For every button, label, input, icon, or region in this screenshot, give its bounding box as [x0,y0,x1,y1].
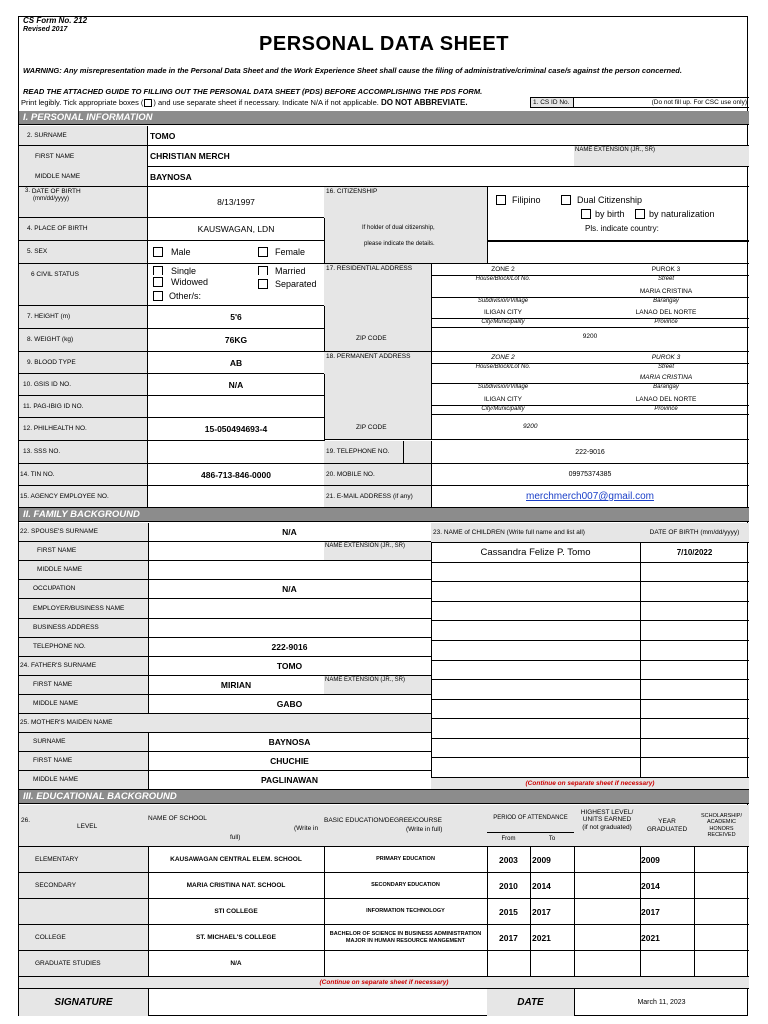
edu-level-cell: COLLEGE [19,925,149,951]
spouse-occupation-label-text: OCCUPATION [33,585,76,593]
citizenship-naturalization-option[interactable] [635,209,715,219]
form-revised: Revised 2017 [23,26,68,33]
edu-honors-cell[interactable] [694,951,749,977]
civil-single-label: Single [171,266,197,275]
child-dob-cell[interactable] [640,719,749,739]
civil-status-label: 6 CIVIL STATUS [19,264,149,306]
email-label: 21. E-MAIL ADDRESS (if any) [324,486,432,508]
mother-middle-name-value[interactable]: PAGLINAWAN [148,771,432,790]
citizenship-by-birth-option[interactable] [581,209,625,219]
child-name-cell[interactable]: Cassandra Felize P. Tomo [431,543,641,563]
child-name-cell[interactable] [431,758,641,778]
middle-name-label: MIDDLE NAME [19,167,149,187]
perm-province-value[interactable]: LANAO DEL NORTE [635,396,697,403]
edu-highest-cell[interactable] [574,873,641,899]
instructions [21,98,468,107]
edu-period-header: PERIOD OF ATTENDANCE [487,805,575,833]
spouse-middle-name-label [19,561,149,580]
pagibig-label: 11. PAG-IBIG ID NO. [19,396,149,418]
edu-course-label: BASIC EDUCATION/DEGREE/COURSE [324,817,442,824]
dob-format: (mm/dd/yyyy) [33,196,69,203]
section-personal-information: I. PERSONAL INFORMATION [19,111,749,125]
first-name-value[interactable]: CHRISTIAN MERCH [148,146,575,167]
sex-female-label: Female [275,247,306,257]
section-educational-background: III. EDUCATIONAL BACKGROUND [19,790,749,804]
res-house-value[interactable]: ZONE 2 [491,266,515,273]
father-first-name-label [19,676,149,695]
edu-to-cell[interactable]: 2009 [530,847,575,873]
father-surname-number: 24. [20,662,30,670]
spouse-occupation-label [19,580,149,599]
checkbox-icon[interactable] [258,279,268,289]
spouse-first-name-label-text: FIRST NAME [37,547,77,555]
father-middle-name-label [19,695,149,714]
spouse-employer-label-text: EMPLOYER/BUSINESS NAME [33,604,125,612]
res-barangay-caption: Barangay [653,298,679,304]
dob-label-text: DATE OF BIRTH [31,188,81,195]
spouse-employer-label [19,599,149,619]
middle-name-value[interactable]: BAYNOSA [148,167,749,187]
father-surname-value[interactable]: TOMO [148,657,432,676]
edu-from-cell[interactable]: 2017 [487,925,531,951]
edu-year-graduated-cell[interactable]: 2021 [640,925,695,951]
dob-value[interactable]: 8/13/1997 [148,187,325,218]
edu-from-cell[interactable]: 2010 [487,873,531,899]
divider [431,439,749,440]
mobile-label: 20. MOBILE NO. [324,464,432,486]
civil-status-options [148,264,325,306]
spouse-telephone-value[interactable]: 222-9016 [148,638,432,657]
permanent-address-label-text: 18. PERMANENT ADDRESS [326,353,411,360]
tin-value[interactable]: 486-713-846-0000 [148,464,325,486]
edu-from-cell[interactable]: 2015 [487,899,531,925]
res-house-caption: House/Block/Lot No. [475,276,531,282]
edu-year-graduated-cell[interactable] [640,951,695,977]
edu-highest-cell[interactable] [574,899,641,925]
height-value[interactable]: 5'6 [148,306,325,329]
edu-course-cell[interactable] [324,951,488,977]
agency-employee-label: 15. AGENCY EMPLOYEE NO. [19,486,149,508]
civil-married-option[interactable] [258,266,306,275]
citizenship-country-field[interactable] [487,241,749,264]
edu-honors-cell[interactable] [694,873,749,899]
res-city-caption: City/Municipality [481,319,525,325]
spouse-surname-label [19,523,149,542]
citizenship-label-cell [324,187,488,264]
telephone-value[interactable]: 222-9016 [431,441,749,464]
sss-value[interactable] [148,441,325,464]
edu-level-label: LEVEL [77,823,98,830]
instructions-part-2: ) and use separate sheet if necessary. Indicate N/A if not applicable. [153,98,379,107]
edu-to-cell[interactable]: 2017 [530,899,575,925]
res-zip-value[interactable]: 9200 [582,333,598,340]
checkbox-icon[interactable] [581,209,591,219]
pob-value[interactable]: KAUSWAGAN, LDN [148,218,325,241]
child-name-cell[interactable] [431,582,641,602]
residential-address-fields [431,264,749,352]
res-subdivision-caption: Subdivision/Village [477,298,529,304]
sex-options [148,241,325,264]
edu-course-cell[interactable]: BACHELOR OF SCIENCE IN BUSINESS ADMINISTRATION MAJOR IN HUMAN RESOURCE MANGEMENT [324,925,488,951]
civil-widowed-option[interactable] [153,277,208,287]
edu-continue-note [19,977,749,989]
warning-text: WARNING: Any misrepresentation made in the Personal Data Sheet and the Work Experience Sheet shall cause the filing of administrative/criminal case/s against the person concerned. [23,66,682,75]
citizenship-by-birth-label: by birth [595,209,625,219]
checkbox-icon[interactable] [258,247,268,257]
res-barangay-value[interactable]: MARIA CRISTINA [639,288,693,295]
checkbox-icon[interactable] [561,195,571,205]
edu-level-header [19,805,149,847]
pds-form [18,16,748,1016]
edu-course-cell[interactable]: PRIMARY EDUCATION [324,847,488,873]
citizenship-naturalization-label: by naturalization [649,209,715,219]
edu-school-write: (Write in [294,825,319,832]
spouse-surname-label-text: SPOUSE'S SURNAME [31,528,98,536]
mother-surname-value[interactable]: BAYNOSA [148,733,432,752]
spouse-business-address-value[interactable] [148,619,432,638]
philhealth-value[interactable]: 15-050494693-4 [148,418,325,441]
spouse-telephone-label [19,638,149,657]
edu-level-cell: SECONDARY [19,873,149,899]
guide-text: READ THE ATTACHED GUIDE TO FILLING OUT THE PERSONAL DATA SHEET (PDS) BEFORE ACCOMPLISHING THE PDS FORM. [23,87,483,96]
mobile-value[interactable]: 09975374385 [431,464,749,486]
spouse-surname-value[interactable]: N/A [148,523,432,542]
residential-address-label [324,264,432,352]
child-dob-cell[interactable] [640,563,749,582]
edu-school-cell[interactable]: N/A [148,951,325,977]
email-value[interactable] [431,486,749,508]
edu-to-header: To [530,833,575,847]
name-extension-field[interactable]: NAME EXTENSION (JR., SR) [574,146,749,167]
father-middle-name-label-text: MIDDLE NAME [33,700,79,708]
mother-maiden-name-number: 25. [20,719,30,727]
civil-widowed-label: Widowed [171,277,209,287]
father-first-name-label-text: FIRST NAME [33,681,73,689]
section-family-background: II. FAMILY BACKGROUND [19,508,749,522]
perm-house-value[interactable]: ZONE 2 [491,354,515,361]
checkbox-icon[interactable] [496,195,506,205]
edu-year-graduated-header: YEAR GRADUATED [640,805,695,847]
civil-others-option[interactable] [153,291,201,301]
child-name-cell[interactable] [431,661,641,680]
spouse-occupation-value[interactable]: N/A [148,580,432,599]
edu-course-cell[interactable]: SECONDARY EDUCATION [324,873,488,899]
surname-value[interactable]: TOMO [148,126,749,146]
edu-continue-note-text: (Continue on separate sheet if necessary) [319,979,449,986]
civil-single-option[interactable] [153,266,196,275]
citizenship-note-2: please indicate the details. [364,241,435,247]
edu-school-cell[interactable]: STI COLLEGE [148,899,325,925]
mother-maiden-name-label-text: MOTHER'S MAIDEN NAME [31,719,113,727]
father-surname-label [19,657,149,676]
first-name-label: FIRST NAME [35,152,75,160]
child-dob-cell[interactable] [640,661,749,680]
civil-others-label: Other/s: [169,291,202,301]
edu-highest-note: (if not graduated) [582,823,632,831]
edu-school-cell[interactable]: ST. MICHAEL'S COLLEGE [148,925,325,951]
child-dob-cell[interactable] [640,739,749,758]
mother-first-name-label-text: FIRST NAME [33,757,73,765]
pob-label: 4. PLACE OF BIRTH [19,218,149,241]
spouse-first-name-label [19,542,149,561]
sss-label: 13. SSS NO. [19,441,149,464]
child-name-cell[interactable] [431,602,641,621]
child-name-cell[interactable] [431,719,641,739]
cs-id-label: 1. CS ID No. [530,97,574,108]
edu-number: 26. [21,817,31,824]
signature-field[interactable] [148,989,488,1016]
spouse-business-address-label-text: BUSINESS ADDRESS [33,624,99,632]
divider [403,441,404,464]
citizenship-options [487,187,749,241]
perm-barangay-caption: Barangay [653,384,679,390]
perm-subdivision-caption: Subdivision/Village [477,384,529,390]
civil-married-label: Married [275,266,306,275]
gsis-label: 10. GSIS ID NO. [19,374,149,396]
signature-label: SIGNATURE [19,989,149,1016]
res-province-caption: Province [654,319,678,325]
child-name-cell[interactable] [431,680,641,700]
edu-level-cell: GRADUATE STUDIES [19,951,149,977]
edu-year-graduated-cell[interactable]: 2009 [640,847,695,873]
mother-maiden-name-label [19,714,149,733]
divider [431,327,749,328]
father-first-name-value[interactable]: MIRIAN [148,676,325,695]
dob-label [19,187,149,218]
res-province-value[interactable]: LANAO DEL NORTE [635,309,697,316]
citizenship-dual-option[interactable] [561,195,642,205]
mother-first-name-value[interactable]: CHUCHIE [148,752,432,771]
checkbox-icon[interactable] [635,209,645,219]
edu-level-cell [19,899,149,925]
civil-separated-option[interactable] [258,279,317,289]
child-dob-cell[interactable] [640,582,749,602]
spouse-surname-number: 22. [20,528,30,536]
child-name-cell[interactable] [431,700,641,719]
children-label: 23. NAME of CHILDREN (Write full name and list all) [431,523,641,543]
date-label: DATE [487,989,575,1016]
edu-honors-cell[interactable] [694,899,749,925]
spouse-middle-name-label-text: MIDDLE NAME [37,566,83,574]
pagibig-value[interactable] [148,396,325,418]
citizenship-filipino-label: Filipino [512,195,541,205]
citizenship-note-1: If holder of dual citizenship, [362,225,435,231]
residential-address-label-text: 17. RESIDENTIAL ADDRESS [326,265,413,272]
mother-first-name-label [19,752,149,771]
spouse-middle-name-value[interactable] [148,561,432,580]
height-label: 7. HEIGHT (m) [19,306,149,329]
civil-separated-label: Separated [275,279,317,289]
checkbox-icon[interactable] [153,266,163,275]
family-continue-note [431,778,749,790]
sex-male-label: Male [171,247,191,257]
residential-zip-label: ZIP CODE [356,335,387,342]
dob-number: 3. [25,188,31,194]
child-name-cell[interactable] [431,739,641,758]
edu-to-cell[interactable]: 2021 [530,925,575,951]
child-dob-cell[interactable] [640,700,749,719]
child-dob-cell[interactable] [640,602,749,621]
blood-type-value[interactable]: AB [148,352,325,374]
perm-province-caption: Province [654,406,678,412]
spouse-first-name-extension[interactable]: NAME EXTENSION (JR., SR) [324,542,432,561]
spouse-business-address-label [19,619,149,638]
mother-surname-label [19,733,149,752]
edu-honors-cell[interactable] [694,925,749,951]
sex-label: 5. SEX [19,241,149,264]
checkbox-icon[interactable] [153,247,163,257]
edu-school-label: NAME OF SCHOOL [148,815,207,822]
res-street-value[interactable]: PUROK 3 [651,266,681,273]
email-link[interactable]: merchmerch007@gmail.com [526,491,654,502]
edu-course-cell[interactable]: INFORMATION TECHNOLOGY [324,899,488,925]
tick-box-icon [144,99,152,107]
perm-street-value[interactable]: PUROK 3 [651,354,681,361]
checkbox-icon[interactable] [153,277,163,287]
edu-school-cell[interactable]: KAUSAWAGAN CENTRAL ELEM. SCHOOL [148,847,325,873]
mother-maiden-name-field [148,714,432,733]
spouse-employer-value[interactable] [148,599,432,619]
citizenship-dual-label: Dual Citizenship [577,195,643,205]
edu-from-cell[interactable] [487,951,531,977]
blood-type-label: 9. BLOOD TYPE [19,352,149,374]
edu-highest-header [574,805,641,847]
father-first-name-extension[interactable]: NAME EXTENSION (JR., SR) [324,676,432,695]
instructions-part-1: Print legibly. Tick appropriate boxes ( [21,98,144,107]
child-name-cell[interactable] [431,641,641,661]
edu-highest-cell[interactable] [574,951,641,977]
edu-to-cell[interactable]: 2014 [530,873,575,899]
form-number: CS Form No. 212 [23,16,88,25]
edu-highest-cell[interactable] [574,925,641,951]
cs-id-note: (Do not fill up. For CSC use only) [574,97,749,108]
citizenship-filipino-option[interactable] [496,195,541,205]
edu-school-full: full) [230,834,241,841]
edu-from-cell[interactable]: 2003 [487,847,531,873]
perm-zip-value[interactable]: 9200 [523,423,538,430]
edu-honors-header: SCHOLARSHIP/ ACADEMIC HONORS RECEIVED [694,805,749,847]
edu-school-header [148,805,325,847]
spouse-first-name-value[interactable] [148,542,325,561]
child-name-cell[interactable] [431,621,641,641]
mother-middle-name-label-text: MIDDLE NAME [33,776,79,784]
edu-highest-cell[interactable] [574,847,641,873]
edu-to-cell[interactable] [530,951,575,977]
telephone-label: 19. TELEPHONE NO. [324,441,432,464]
child-name-cell[interactable] [431,563,641,582]
edu-course-header [324,805,488,847]
permanent-zip-label: ZIP CODE [356,424,387,431]
edu-highest-label: HIGHEST LEVEL/ UNITS EARNED [580,809,634,824]
citizenship-country-label: Pls. indicate country: [585,224,659,233]
weight-label: 8. WEIGHT (kg) [19,329,149,352]
gsis-value[interactable]: N/A [148,374,325,396]
perm-house-caption: House/Block/Lot No. [475,364,531,370]
tin-label: 14. TIN NO. [19,464,149,486]
father-middle-name-value[interactable]: GABO [148,695,432,714]
edu-level-cell: ELEMENTARY [19,847,149,873]
res-street-caption: Street [657,276,674,282]
divider [431,414,749,415]
children-dob-label: DATE OF BIRTH (mm/dd/yyyy) [640,523,749,543]
date-value[interactable]: March 11, 2023 [637,999,686,1006]
sex-female-option[interactable] [258,247,305,257]
father-surname-label-text: FATHER'S SURNAME [31,662,97,670]
checkbox-icon[interactable] [258,266,268,275]
child-dob-cell[interactable] [640,641,749,661]
edu-school-cell[interactable]: MARIA CRISTINA NAT. SCHOOL [148,873,325,899]
instructions-part-3: DO NOT ABBREVIATE. [380,98,468,107]
edu-year-graduated-cell[interactable]: 2014 [640,873,695,899]
citizenship-label: 16. CITIZENSHIP [326,188,378,195]
page-title: PERSONAL DATA SHEET [259,33,509,55]
sex-male-option[interactable] [153,247,191,257]
child-dob-cell[interactable] [640,621,749,641]
mother-middle-name-label [19,771,149,790]
edu-from-header: From [487,833,531,847]
weight-value[interactable]: 76KG [148,329,325,352]
surname-label: 2. SURNAME [19,126,149,146]
res-city-value[interactable]: ILIGAN CITY [484,309,522,316]
mother-surname-label-text: SURNAME [33,738,66,746]
spouse-telephone-label-text: TELEPHONE NO. [33,643,86,651]
permanent-address-fields [431,352,749,440]
child-dob-cell[interactable] [640,758,749,778]
child-dob-cell[interactable]: 7/10/2022 [640,543,749,563]
child-dob-cell[interactable] [640,680,749,700]
edu-honors-cell[interactable] [694,847,749,873]
checkbox-icon[interactable] [153,291,163,301]
perm-barangay-value[interactable]: MARIA CRISTINA [639,374,693,381]
philhealth-label: 12. PHILHEALTH NO. [19,418,149,441]
permanent-address-label [324,352,432,440]
edu-year-graduated-cell[interactable]: 2017 [640,899,695,925]
edu-course-write: (Write in full) [406,826,443,833]
perm-city-value[interactable]: ILIGAN CITY [484,396,522,403]
perm-street-caption: Street [657,364,674,370]
perm-city-caption: City/Municipality [481,406,525,412]
agency-employee-value[interactable] [148,486,325,508]
family-continue-note-text: (Continue on separate sheet if necessary) [525,780,655,787]
